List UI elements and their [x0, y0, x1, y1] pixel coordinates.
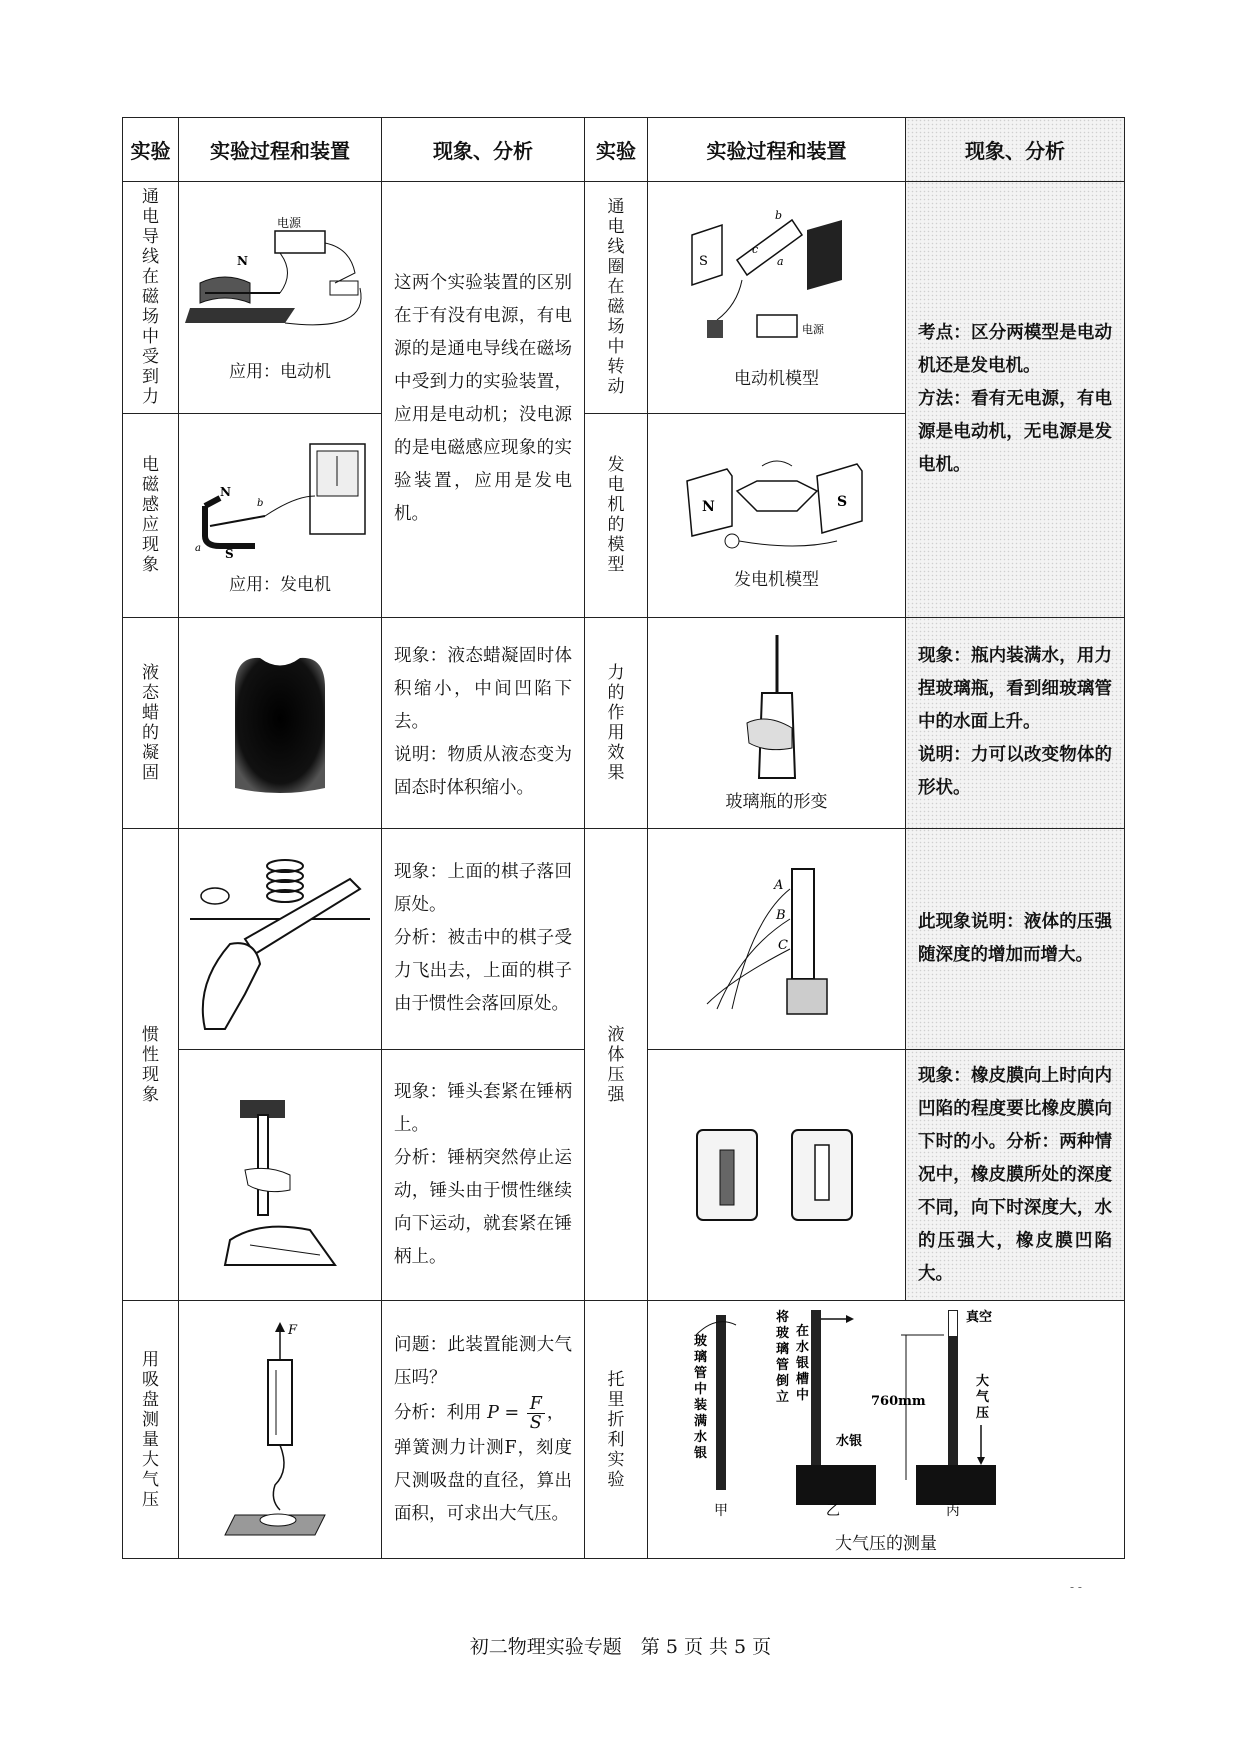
- label-generator-model: 发电机的模型: [585, 413, 648, 617]
- hammer-diagram: [220, 1080, 340, 1270]
- figure-suction-cup: [179, 1301, 382, 1559]
- label-coil-rotation: 通电线圈在磁场中转动: [585, 181, 648, 413]
- n-label-2: N: [220, 484, 231, 499]
- figure-coil-motor: [648, 181, 906, 413]
- chess-diagram: [185, 844, 375, 1034]
- pressure-formula: $\frac{F}{S}$: [527, 1395, 545, 1432]
- analysis-rubber-film: 现象：橡皮膜向上时向内凹陷的程度要比橡皮膜向下时的小。分析：两种情况中，橡皮膜所处的深度不同，向下时深度大，水的压强大，橡皮膜凹陷大。: [906, 1050, 1125, 1301]
- yi-label: 乙: [826, 1503, 840, 1520]
- power-label-2: 电源: [801, 323, 824, 337]
- header-process-2: 实验过程和装置: [648, 118, 906, 182]
- figure-liquid-holes: [648, 828, 906, 1049]
- invert-label: 将玻璃管倒立: [776, 1310, 790, 1406]
- liquid-holes-diagram: [702, 859, 852, 1019]
- figure-chess: [179, 828, 382, 1049]
- f-label: F: [288, 1322, 298, 1338]
- suction-cup-diagram: [220, 1320, 340, 1540]
- b-label: b: [774, 209, 782, 223]
- label-torricelli: 托里折利实验: [585, 1301, 648, 1559]
- page-footer: 初二物理实验专题 第 5 页 共 5 页: [469, 1636, 772, 1658]
- caption-torricelli: 大气压的测量: [835, 1534, 937, 1555]
- stray-mark: - -: [1070, 1580, 1082, 1594]
- caption-induction: 应用：发电机: [229, 574, 331, 595]
- label-induction: 电磁感应现象: [123, 413, 179, 617]
- vacuum-label: 真空: [966, 1310, 993, 1326]
- a-label: a: [776, 255, 784, 269]
- figure-wax: [179, 617, 382, 828]
- induction-diagram: [185, 436, 375, 566]
- power-label: 电源: [277, 215, 302, 230]
- label-motor-force: 通电导线在磁场中受到力: [123, 181, 179, 413]
- n-label: N: [237, 253, 248, 268]
- jia-label: 甲: [714, 1503, 728, 1520]
- s-label: S: [698, 254, 708, 270]
- in-trough-label: 在水银槽中: [796, 1324, 810, 1404]
- header-experiment-2: 实验: [585, 118, 648, 182]
- c-label: c: [751, 243, 758, 257]
- label-liquid-pressure: 液体压强: [585, 828, 648, 1301]
- experiments-table: [122, 117, 1125, 1559]
- analysis-hammer: 现象：锤头套紧在锤柄上。 分析：锤柄突然停止运动，锤头由于惯性继续向下运动，就套紧在锤柄上。: [382, 1050, 585, 1301]
- motor-force-diagram: [185, 213, 375, 353]
- analysis-force: 现象：瓶内装满水，用力捏玻璃瓶，看到细玻璃管中的水面上升。 说明：力可以改变物体的形状。: [906, 617, 1125, 828]
- analysis-wax: 现象：液态蜡凝固时体积缩小，中间凹陷下去。 说明：物质从液态变为固态时体积缩小。: [382, 617, 585, 828]
- caption-coil: 电动机模型: [734, 369, 819, 390]
- bottle-diagram: [737, 633, 817, 783]
- wax-diagram: [225, 648, 335, 798]
- analysis-models: 考点：区分两模型是电动机还是发电机。 方法：看有无电源，有电源是电动机，无电源是发电机。: [906, 181, 1125, 617]
- figure-generator-model: [648, 413, 906, 617]
- analysis-liquid-depth: 此现象说明：液体的压强随深度的增加而增大。: [906, 828, 1125, 1049]
- header-experiment: 实验: [123, 118, 179, 182]
- label-suction-cup: 用吸盘测量大气压: [123, 1301, 179, 1559]
- figure-hammer: [179, 1050, 382, 1301]
- header-process: 实验过程和装置: [179, 118, 382, 182]
- rubber-film-diagram: [682, 1120, 872, 1230]
- s-label-3: S: [836, 493, 847, 510]
- generator-diagram: [677, 441, 877, 561]
- fill-label: 玻璃管中装满水银: [694, 1334, 708, 1462]
- b-label-2: b: [257, 497, 264, 509]
- caption-motor: 应用：电动机: [229, 361, 331, 382]
- label-force-effect: 力的作用效果: [585, 617, 648, 828]
- bing-label: 丙: [946, 1503, 960, 1520]
- figure-bottle: [648, 617, 906, 828]
- figure-rubber-film: [648, 1050, 906, 1301]
- mercury-label: 水银: [836, 1434, 863, 1450]
- analysis-chess: 现象：上面的棋子落回原处。 分析：被击中的棋子受力飞出去，上面的棋子由于惯性会落回原处。: [382, 828, 585, 1049]
- caption-bottle: 玻璃瓶的形变: [725, 792, 828, 813]
- b-hole-label: B: [775, 907, 786, 923]
- figure-torricelli: [648, 1301, 1125, 1559]
- label-inertia: 惯性现象: [123, 828, 179, 1301]
- header-analysis-2: 现象、分析: [906, 118, 1125, 182]
- s-label-2: S: [225, 546, 234, 561]
- analysis-motor-generator: 这两个实验装置的区别在于有没有电源，有电源的是通电导线在磁场中受到力的实验装置，应用是电动机；没电源的是电磁感应现象的实验装置，应用是发电机。: [382, 181, 585, 617]
- c-hole-label: C: [777, 937, 788, 953]
- a-label-2: a: [195, 542, 201, 554]
- n-label-3: N: [701, 498, 715, 515]
- torricelli-diagram: [676, 1305, 1096, 1525]
- header-analysis: 现象、分析: [382, 118, 585, 182]
- caption-generator: 发电机模型: [734, 569, 819, 590]
- height-label: 760mm: [871, 1394, 926, 1410]
- analysis-suction: 问题：此装置能测大气压吗？ 分析：利用 P = $\frac{F}{S}$ ， 弹簧测力计测F，刻度尺测吸盘的直径，算出面积，可求出大气压。: [382, 1301, 585, 1559]
- figure-motor-force: [179, 181, 382, 413]
- atm-label: 大气压: [976, 1374, 990, 1422]
- label-wax: 液态蜡的凝固: [123, 617, 179, 828]
- coil-motor-diagram: [677, 205, 877, 360]
- a-hole-label: A: [773, 877, 783, 893]
- figure-induction: [179, 413, 382, 617]
